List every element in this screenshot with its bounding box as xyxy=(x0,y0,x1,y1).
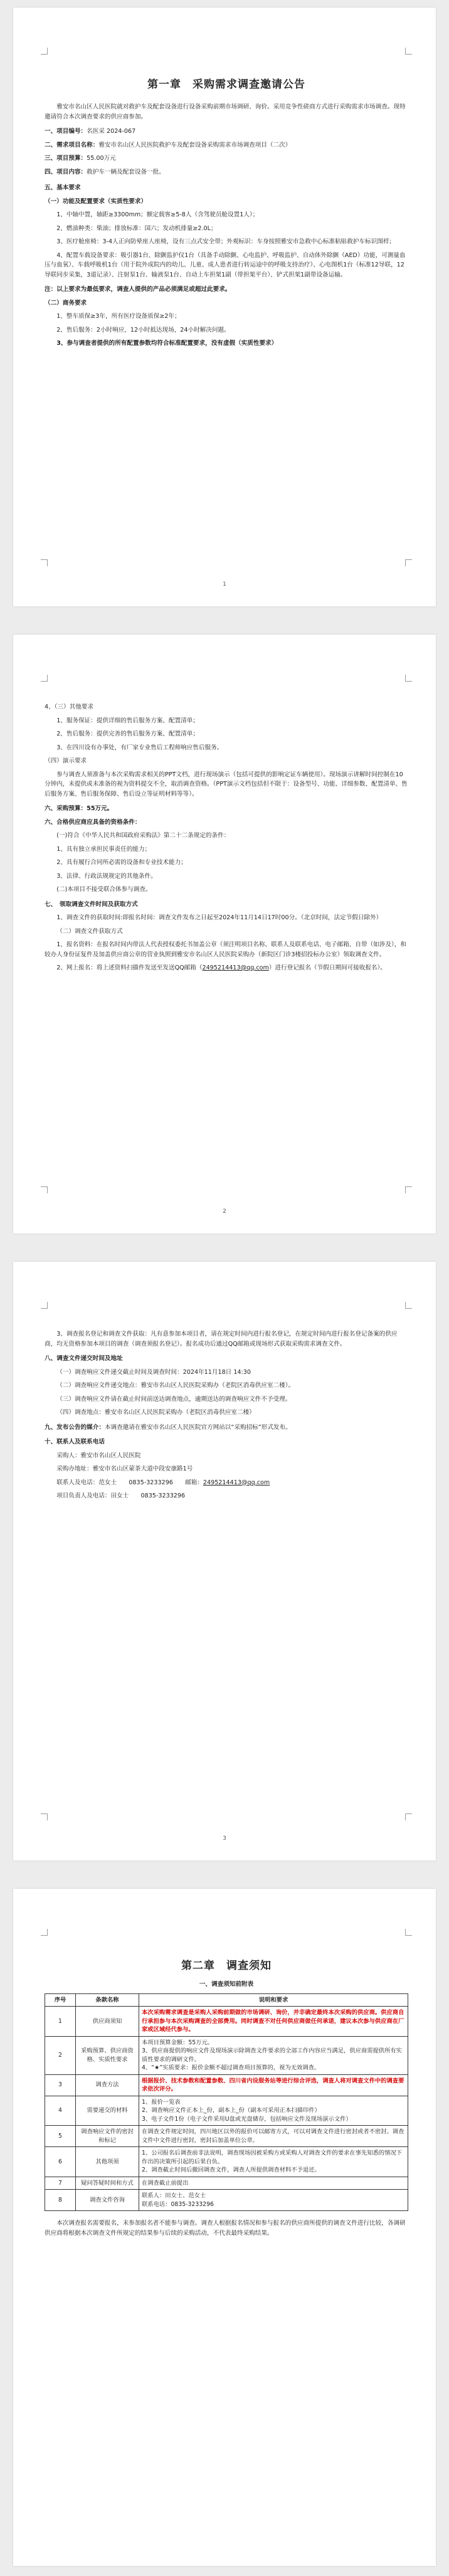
registration-materials: 1、报名资料：在报名时间内带法人代表授权委托书加盖公章（须注明项目名称、联系人及联系电话、电子邮箱、自带（如涉及），和较办人身份证复件及加盖供应商公章的营业执照到雅安市名山区人民医院采购办（新院区门诊3楼招投标办公室）领取调查文件。 xyxy=(45,941,406,958)
qualification-item: 2、具有履行合同所必需的设备和专业技术能力； xyxy=(56,859,187,866)
demo-paragraph: 参与调查人须准备与本次采购需求相关的PPT文档，进行现场演示（包括可提供的影响定证车辆使用）。现场演示讲解时间控制在10分钟内，未提供或未准备的视为资料提交不全，取消调查资格。（PPT演示文档包括但不限于：设备型号、功能、详细参数、配置清单、售后服务方案、售后服务保障、售后设立等证明材料等等）。 xyxy=(45,771,408,798)
row-number: 4 xyxy=(45,2096,76,2126)
row-clause-name: 调查文件咨询 xyxy=(76,2190,139,2211)
row-clause-name: 调查方法 xyxy=(76,2074,139,2096)
other-requirements-heading: 4、（三）其他要求 xyxy=(45,704,94,710)
section-basic-requirements: 五、基本要求 xyxy=(45,184,81,191)
project-lead: 项目负责人及电话：田女士 0835-3233296 xyxy=(56,1492,186,1499)
row-clause-name: 供应商须知 xyxy=(76,2007,139,2037)
qualification-heading: 六、合格供应商应具备的资格条件： xyxy=(45,818,141,826)
row-description: 根据报价、技术参数和配置参数、四川省内设服务站等进行综合评选，调查人将对调查文件中的调查要求依次评分。 xyxy=(139,2074,408,2096)
requirement-item: 4、配置车载设备要求：吸引器1台、除颤监护仪1台（具备手动除颤、心电监护、呼吸监护、自动体外除颤（AED）功能，可测量血压与血氧）、车载呼吸机1台（用于院外成院内的幼儿、儿童、成人患者进行转运途中的呼吸支持治疗）、心电图机1台（标准12导联，12导联同步采集，3道记录）、注射泵1台、输液泵1台、自动上车担架1副（带担架平台）、铲式担架1副带设备运输。 xyxy=(45,251,406,278)
minimum-requirement-note: 注：以上要求为最低要求，调查人提供的产品必须满足或超过此要求。 xyxy=(45,286,231,293)
row-description: 1、报价一览表 2、调查响应文件正本上_份，副本上_份（副本可采用正本扫描印件） 3、电子文件1份（电子文件采用U盘或光盘储存，包括响应文件及现场演示文件） xyxy=(139,2096,408,2126)
business-item: 1、整车质保≥3年，所有医疗设备质保≥2年； xyxy=(56,313,181,320)
email-link[interactable]: 2495214413@qq.com xyxy=(203,1479,270,1486)
purchase-budget: 六、采购预算：55万元。 xyxy=(45,805,114,812)
registration-paragraph: 3、调查报名登记和调查文件获取：凡有意参加本项目者，请在规定时间内进行报名登记，在规定时间内进行报名登记备案的供应商，均无资格参加本项目的调查（调查须报名登记）。报名成功后通过QQ邮箱或现场形式获取采购需求调查文件。 xyxy=(45,1331,398,1348)
row-description: 本次采购需求调查是采购人采购前期做的市场调研、询价，并非确定最终本次采购的供应商。供应商自行承担参与本次采购调查的全部费用。同时调查不对任何供应商做任何承诺，建议本次参与供应商在厂家或区域经代参与。 xyxy=(139,2007,408,2037)
table-row xyxy=(45,2190,408,2211)
other-item: 3、在四川设有办事处，有厂家专业售后工程师响应售后服务。 xyxy=(56,744,223,751)
row-clause-name: 调查响应文件的密封和标记 xyxy=(76,2126,139,2147)
row-number: 5 xyxy=(45,2126,76,2147)
row-number: 8 xyxy=(45,2190,76,2211)
row-description: 联系人：田女士、范女士 联系电话：0835-3233296 xyxy=(139,2190,408,2211)
purchaser-address: 采购办地址：雅安市名山区蒙茶大道中段安康路1号 xyxy=(56,1465,193,1472)
project-content: 四、项目内容：救护车一辆及配套设备一批。 xyxy=(45,168,165,176)
demo-heading: （四）演示要求 xyxy=(45,757,87,764)
row-number: 3 xyxy=(45,2074,76,2096)
purchaser: 采购人：雅安市名山区人民医院 xyxy=(56,1452,141,1459)
other-item: 1、服务保证：提供详细的售后服务方案、配置清单； xyxy=(56,717,199,724)
business-item: 2、售后服务：2小时响应，12小时抵达现场，24小时解决问题。 xyxy=(56,326,230,334)
row-description: 本项目预算金额：55万元。 3、供应商提供的响应文件及现场演示除调查文件要求的全部工作内容应当满足，供应商需提供所有实质性要求的调研文件。 4、“★”实质要求：报价金额不超过调查项目预算的，视为无效调查。 xyxy=(139,2036,408,2074)
row-description: 在调查文件规定时间，四川地区以外的报价可以邮寄方式，可以对调查文件进行密封或者不密封。调查文件中文件进行密封，密封后加盖单位公章。 xyxy=(139,2126,408,2147)
publication-media: 九、发布公告的媒介：本调查邀请在雅安市名山区人民医院官方网站以“采购招标”形式发布。 xyxy=(45,1423,292,1431)
page-number: 2 xyxy=(223,1208,226,1215)
table-row xyxy=(45,2074,408,2096)
submission-item: （一）调查响应文件递交截止时间及调查时间：2024年11月18日 14:30 xyxy=(56,1368,251,1376)
online-registration: 2、网上报名：将上述资料扫描件发送至发送QQ邮箱（2495214413@qq.com）进行登记报名（节假日期间可接收报名）。 xyxy=(56,964,386,971)
table-title: 一、调查须知前附表 xyxy=(199,1981,254,1988)
table-row xyxy=(45,2126,408,2147)
qualification-item: (一)符合《中华人民共和国政府采购法》第二十二条规定的条件： xyxy=(56,832,230,839)
requirement-item: 3、医疗舱座椅：3-4人正向防晕座人座椅，设有三点式安全带；外观标识：车身按照雅安市急救中心标准粘贴救护车标识图样； xyxy=(56,238,396,245)
intro-paragraph: 雅安市名山区人民医院就对救护车及配套设备进行设备采购前期市场调研、询价。采用竞争性磋商方式进行采购需求市场调查。现特邀请符合本次调查要求的供应商参加。 xyxy=(45,103,406,120)
qualification-item: (二)本项目不接受联合体参与调查。 xyxy=(56,886,152,893)
requirement-item: 1、中轴中置，轴距≥3300mm；额定载客≥5-8人（含驾驶员舱设置1人）； xyxy=(56,211,259,218)
other-item: 2、售后服务：提供完善的售后服务方案、配置清单； xyxy=(56,731,199,737)
submission-item: （四）调查地点：雅安市名山区人民医院采购办（老院区消毒供应室二楼） xyxy=(56,1409,255,1416)
page-number: 1 xyxy=(223,581,226,588)
row-description: 在调查截止前提出 xyxy=(139,2177,408,2190)
row-number: 7 xyxy=(45,2177,76,2190)
document-page-4 xyxy=(13,1889,436,2566)
table-row xyxy=(45,2147,408,2177)
submission-heading: 八、调查文件递交时间及地址 xyxy=(45,1355,123,1362)
acquisition-heading: 七、 领取调查文件时间及获取方式 xyxy=(45,900,138,908)
footer-note: 本次调查报名需要报名，未参加报名者不能参与调查。调查人根据报名情况和参与报名的供应商所提供的调查文件进行比较，各调研供应商将根据本次调查文件所规定的结果参与后续的采购活动，不代表最终采购结果。 xyxy=(45,2220,406,2237)
page-number: 3 xyxy=(223,1835,226,1842)
email-link[interactable]: 2495214413@qq.com xyxy=(202,964,269,971)
table-header-row xyxy=(45,1993,408,2007)
project-number: 一、项目编号：名医采 2024-067 xyxy=(45,128,136,135)
table-row xyxy=(45,2007,408,2037)
row-number: 6 xyxy=(45,2147,76,2177)
qualification-item: 1、具有独立承担民事责任的能力； xyxy=(56,845,151,853)
acquisition-method-heading: （二）调查文件获取方式 xyxy=(56,927,123,935)
row-number: 1 xyxy=(45,2007,76,2037)
submission-item: （三）调查响应文件请在截止时间前送达调查地点，逾期送达的调查响应文件不予受理。 xyxy=(56,1395,292,1403)
contact-person: 联系人及电话：范女士 0835-3233296 邮箱：2495214413@qq.com xyxy=(56,1479,270,1486)
project-name: 二、需求项目名称：雅安市名山区人民医院救护车及配套设备采购需求市场调查项目（二次） xyxy=(45,141,292,149)
table-row xyxy=(45,2177,408,2190)
column-header: 序号 xyxy=(45,1993,76,2007)
function-config-heading: （一）功能及配置要求（实质性要求） xyxy=(45,198,147,205)
chapter-title: 第一章 采购需求调查邀请公告 xyxy=(147,78,305,91)
row-description: 1、公司报名后调查前非法说明，调查现场因被采购方或采购人对调查文件的要求在事先知悉的情况下作出的决策所引起的后果自负。 2、调查截止时间后撤回调查文件，调查人所提供调查材料不予退还。 xyxy=(139,2147,408,2177)
column-header: 条款名称 xyxy=(76,1993,139,2007)
table-row xyxy=(45,2096,408,2126)
column-header: 说明和要求 xyxy=(139,1993,408,2007)
submission-item: （二）调查响应文件递交地点：雅安市名山区人民医院采购办（老院区消毒供应室二楼）。 xyxy=(56,1382,295,1389)
row-clause-name: 疑问答疑时间和方式 xyxy=(76,2177,139,2190)
document-page-1 xyxy=(13,8,436,606)
row-number: 2 xyxy=(45,2036,76,2074)
business-item: 3、参与调查者提供的所有配置参数均符合标准配置要求，没有虚假（实质性要求） xyxy=(56,340,278,347)
requirement-item: 2、燃油种类：柴油；排放标准：国六；发动机排量≥2.0L； xyxy=(56,224,217,232)
chapter-title: 第二章 调查须知 xyxy=(181,1960,272,1972)
row-clause-name: 采购预算、供应商资格、实质性要求 xyxy=(76,2036,139,2074)
contact-heading: 十、联系人及联系电话 xyxy=(45,1438,105,1445)
document-page-2 xyxy=(13,635,436,1233)
acquisition-time: 1、调查文件的获取时间:即报名时间：调查文件发布之日起至2024年11月14日17时00分。（北京时间，法定节假日除外） xyxy=(56,914,383,921)
project-budget: 三、项目预算：55.00万元 xyxy=(45,155,116,162)
business-requirements-heading: （二）商务要求 xyxy=(45,299,87,307)
qualification-item: 3、法律、行政法规规定的其他条件。 xyxy=(56,872,157,880)
table-row xyxy=(45,2036,408,2074)
notice-table xyxy=(45,1993,408,2212)
row-clause-name: 需要递交的材料 xyxy=(76,2096,139,2126)
document-page-3 xyxy=(13,1262,436,1861)
row-clause-name: 其他项须 xyxy=(76,2147,139,2177)
